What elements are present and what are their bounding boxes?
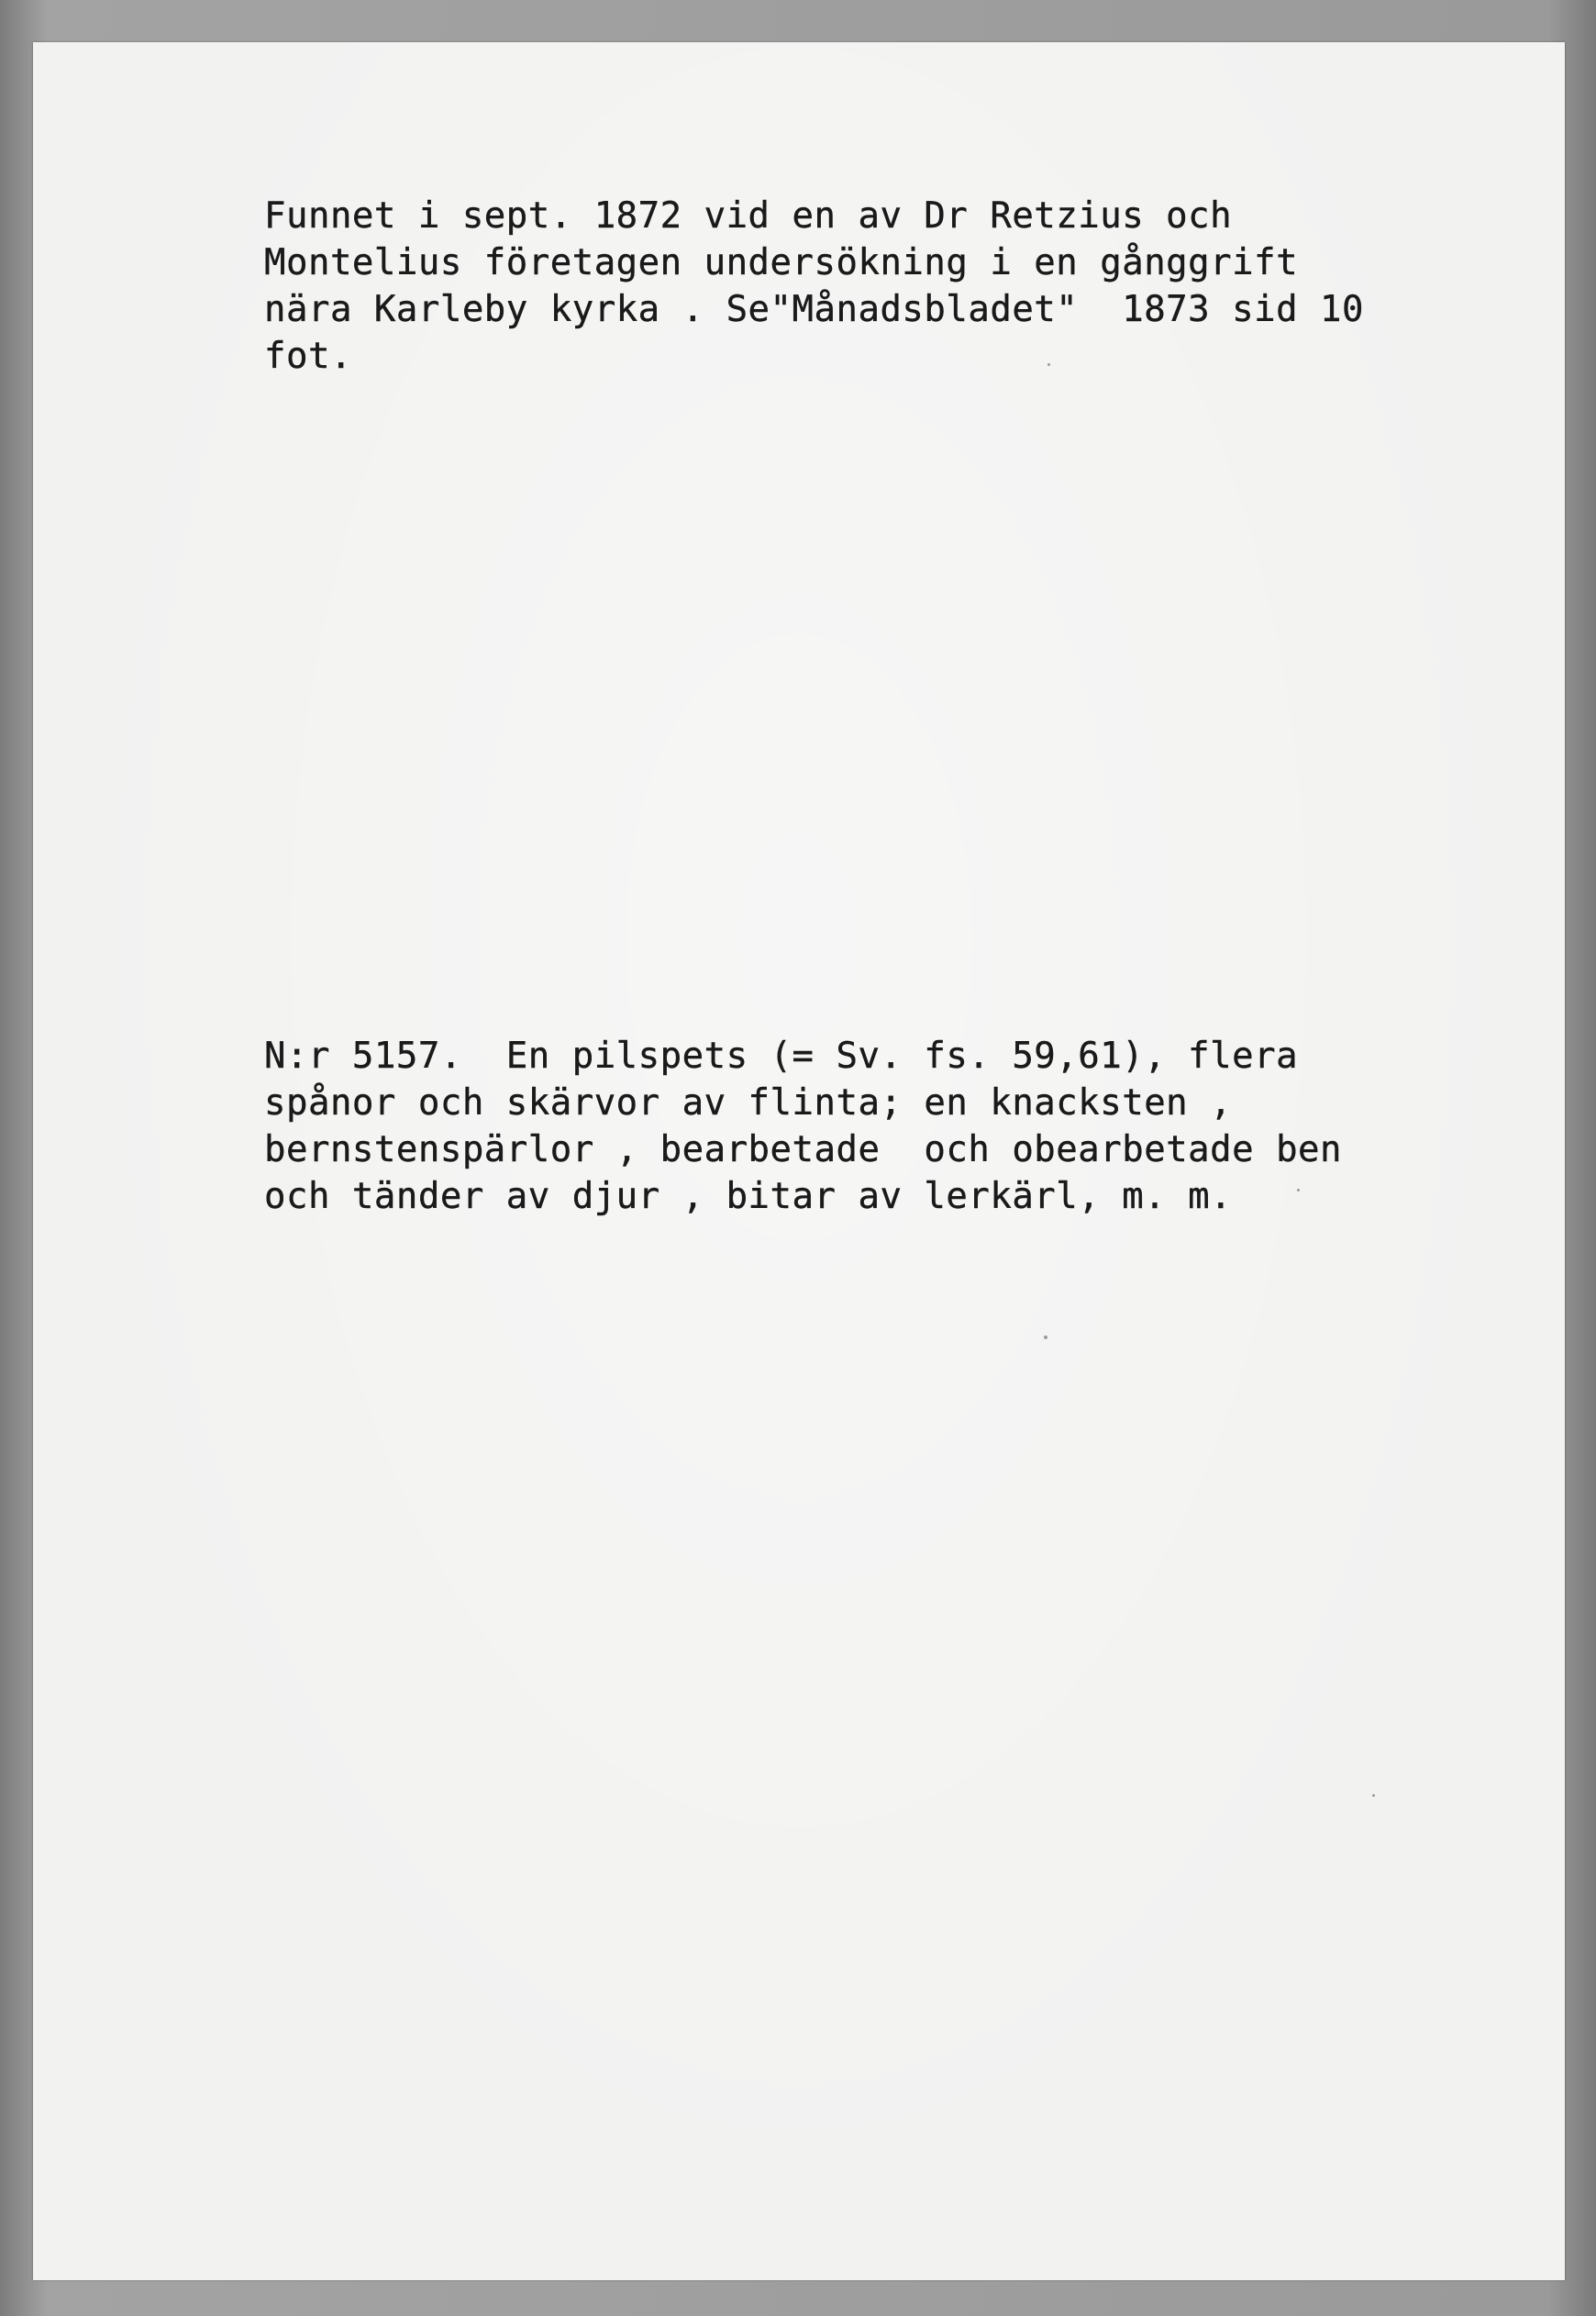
paper-speck <box>1372 1794 1375 1797</box>
paper-speck <box>1044 1335 1047 1339</box>
inventory-line: bernstenspärlor , bearbetade och obearbetade ben <box>264 1129 1343 1170</box>
inventory-entry <box>264 1033 1342 1220</box>
inventory-line: spånor och skärvor av flinta; en knacksten , <box>264 1082 1233 1124</box>
provenance-line: Montelius företagen undersökning i en gånggrift <box>264 242 1299 283</box>
provenance-line: nära Karleby kyrka . Se"Månadsbladet" 1873 sid 10 <box>264 289 1364 330</box>
paper-speck <box>1297 1189 1300 1191</box>
inventory-line: N:r 5157. En pilspets (= Sv. fs. 59,61), flera <box>264 1036 1299 1077</box>
provenance-line: fot. <box>264 336 352 377</box>
inventory-line: och tänder av djur , bitar av lerkärl, m. m. <box>264 1176 1233 1217</box>
provenance-note <box>264 193 1364 380</box>
provenance-line: Funnet i sept. 1872 vid en av Dr Retzius och <box>264 195 1233 237</box>
paper-speck <box>1047 363 1050 366</box>
catalog-card <box>33 42 1565 2280</box>
